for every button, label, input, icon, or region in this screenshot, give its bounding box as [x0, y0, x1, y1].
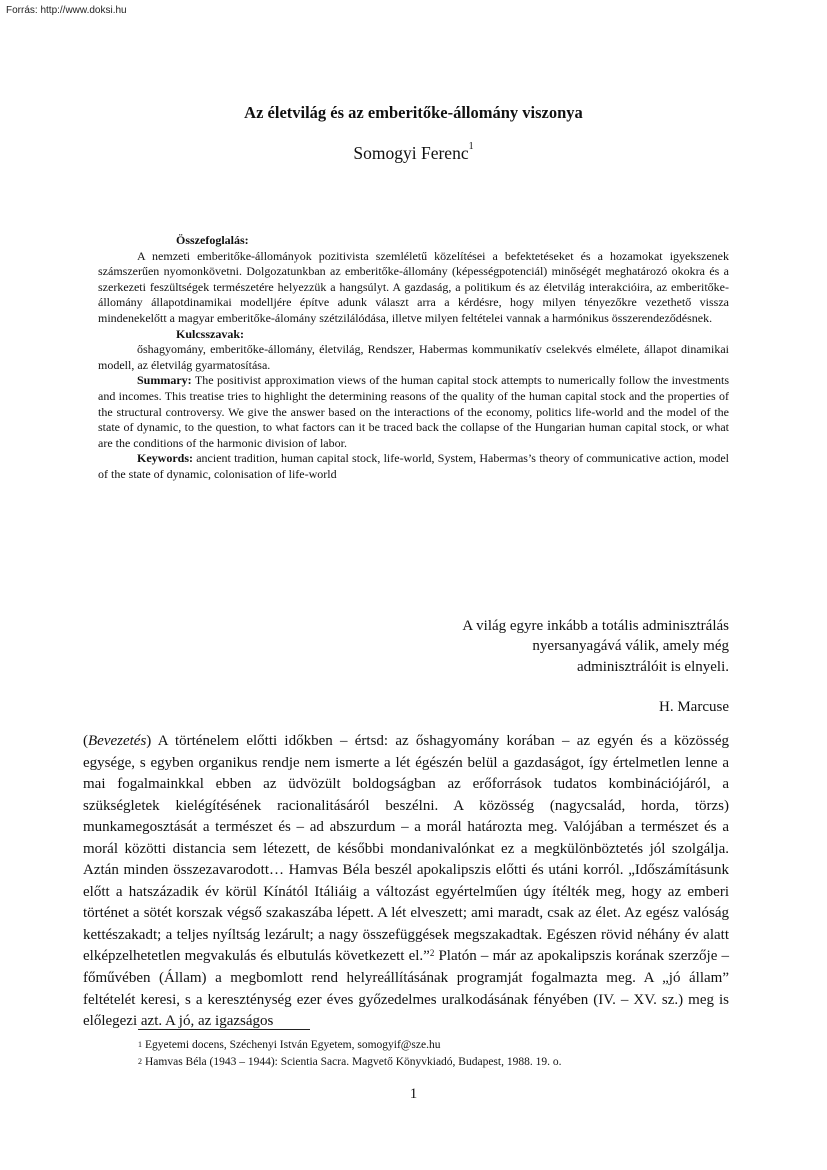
footnote-ref: 2: [429, 948, 435, 959]
footnote-text: Egyetemi docens, Széchenyi István Egyetem, somogyif@sze.hu: [145, 1039, 441, 1051]
intro-paragraph: (Bevezetés) A történelem előtti időkben – értsd: az őshagyomány korában – az egyén és a közösség egysége, s egyben organikus rendje nem ismerte a lét égészén belül a gazdaságot, így értelmetlen lenne a mai fogalmainkkal ebben az üdvözült boldogságban az erőforrások tudatos kombinációjáról, a szükségletek kielégítésének racionalitásáról beszélni. A közösség (nagycsalád, horda, törzs) munkamegosztását a természet és – ad abszurdum – a morál határozta meg. Valójában a természet és a morál közötti distancia sem létezett, de későbbi mondanivalónkat ez a megkülönböztetés jól szolgálja. Aztán minden összezavarodott… Hamvas Béla beszél apokalipszis előtti és utáni korról. „Időszámításunk előtt a hatszázadik év körül Kínától Itáliáig a változást egyértelműen úgy ítélték meg, hogy az emberi történet a sötét korszak végső szakaszába lépett. A lét elveszett; ami maradt, csak az élet. Az egész valóság kettészakadt; a teljes nyíltság lezárult; a nagy összefüggések megszakadtak. Egészen rövid néhány év alatt elképzelhetetlen megvakulás és elbutulás következett el.”$^2$ Platón – már az apokalipszis korának szerzője – főművében (Állam) a megbomlott rend helyreállításának programját fogalmazta meg. A „jó állam” feltételét keresi, s a kereszténység ezer éves győzedelmes uralkodásának fényében (IV. – XV. sz.) meg is előlegezi azt. A jó, az igazságos: [83, 733, 730, 1030]
footnote-number: 2: [138, 1057, 142, 1066]
abstract-hu-heading: Összefoglalás:: [176, 233, 249, 247]
author-line: [0, 143, 827, 164]
summary-heading: Summary:: [137, 373, 192, 388]
abstract-block: [98, 233, 729, 483]
body-text-b: Platón – már az apokalipszis korának szerzője – főművében (Állam) a megbomlott rend helyreállításának programját fogalmazta meg. A „jó állam” feltételét keresi, s a kereszténység ezer éves győzedelmes uralkodásának fényében (IV. – XV. sz.) meg is előlegezi azt. A jó, az igazságos: [83, 948, 729, 1030]
keywords-hu-heading: Kulcsszavak:: [176, 326, 245, 341]
page-number: 1: [409, 1086, 418, 1102]
epigraph-line: nyersanyagává válik, amely még: [532, 638, 729, 655]
epigraph-line: A világ egyre inkább a totális adminisztrálás: [462, 618, 729, 634]
keywords-hu-text: őshagyomány, emberitőke-állomány, életvilág, Rendszer, Habermas kommunikatív cselekvés elmélete, állapot dinamikai modell, az életvilág gyarmatosítása.: [98, 342, 729, 372]
keywords-en-paragraph: [98, 451, 729, 482]
keywords-en-text: ancient tradition, human capital stock, life-world, System, Habermas’s theory of communicative action, model of the state of dynamic, colonisation of life-world: [98, 451, 730, 481]
intro-label: Bevezetés: [88, 733, 147, 749]
epigraph-line: adminisztrálóit is elnyeli.: [576, 658, 729, 675]
summary-text: The positivist approximation views of the human capital stock attempts to numerically follow the investments and incomes. This treatise tries to highlight the determining reasons of the quality of the human capital stock and the properties of the structural controversy. We give the answer based on the interactions of the economy, politics life-world and the model of the state of dynamic, to the question, to what factors can it be traced back the collapse of the Hungarian human capital stock, or what are the conditions of the harmonic division of labor.: [98, 373, 729, 450]
footnote-divider: [138, 1029, 310, 1030]
author-name: Somogyi Ferenc: [353, 143, 469, 163]
summary-paragraph: [98, 373, 729, 451]
footnote-1: [138, 1037, 561, 1054]
paper-title: Az életvilág és az emberitőke-állomány viszonya: [244, 103, 583, 122]
footnote-text: Hamvas Béla (1943 – 1944): Scientia Sacra. Magvető Könyvkiadó, Budapest, 1988. 19. o.: [145, 1056, 562, 1068]
epigraph: [462, 616, 729, 718]
footnotes: [138, 1037, 561, 1071]
keywords-en-heading: Keywords:: [137, 451, 193, 466]
footnote-number: 1: [138, 1040, 142, 1049]
footnote-2: [138, 1054, 561, 1071]
source-line: Forrás: http://www.doksi.hu: [6, 5, 127, 16]
body-text-a: A történelem előtti időkben – értsd: az őshagyomány korában – az egyén és a közösség egysége, s egyben organikus rendje nem ismerte a lét égészén belül a gazdaságot, így értelmetlen lenne a mai fogalmainkkal ebben az üdvözült boldogságban az erőforrások tudatos kombinációjáról, a szükségletek kielégítésének racionalitásáról beszélni. A közösség (nagycsalád, horda, törzs) munkamegosztását a természet és – ad abszurdum – a morál határozta meg. Valójában a természet és a morál közötti distancia sem létezett, de későbbi mondanivalónkat ez a megkülönböztetés jól szolgálja. Aztán minden összezavarodott… Hamvas Béla beszél apokalipszis előtti és utáni korról. „Időszámításunk előtt a hatszázadik év körül Kínától Itáliáig a változást egyértelműen úgy ítélték meg, hogy az emberi történet a sötét korszak végső szakaszába lépett. A lét elveszett; ami maradt, csak az élet. Az egész valóság kettészakadt; a teljes nyíltság lezárult; a nagy összefüggések megszakadtak. Egészen rövid néhány év alatt elképzelhetetlen megvakulás és elbutulás következett el.”: [83, 733, 730, 965]
main-body: [83, 731, 729, 1033]
abstract-hu-text: A nemzeti emberitőke-állományok pozitivista szemléletű közelítései a befektetéseket és a hozamokat igyekszenek számszerűen nyomonkövetni. Dolgozatunkban az emberitőke-állomány (képességpotenciál) minőségét meghatározó okokra és a szerkezeti feszültségek természetére helyezzük a hangsúlyt. A gazdaság, a politikum és az életvilág interakcióira, az emberitőke-állomány állapotdinamikai modelljére építve adunk választ arra a kérdésre, hogy milyen tényezőkre vezethető vissza mindenekelőtt a magyar emberitőke-álomány szétzilálódása, illetve milyen feltételei vannak a harmónikus összerendeződésnek.: [98, 248, 729, 325]
epigraph-author: H. Marcuse: [659, 699, 729, 716]
author-footnote-ref: 1: [468, 141, 474, 152]
